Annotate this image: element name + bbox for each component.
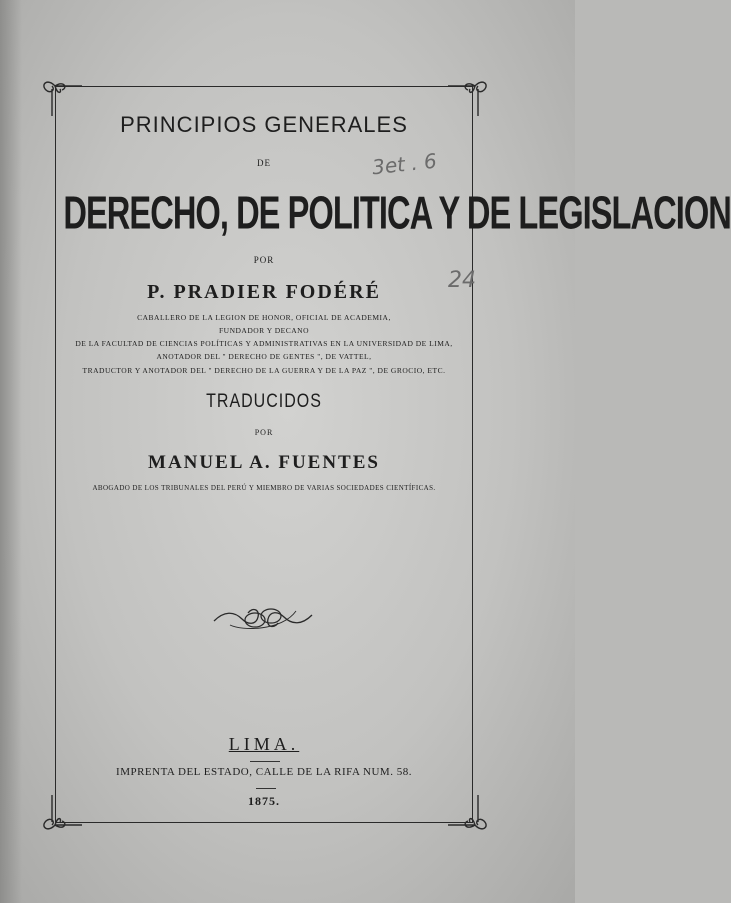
corner-flourish-icon bbox=[448, 72, 492, 116]
publication-year: 1875. bbox=[248, 794, 280, 808]
main-title: DERECHO, DE POLITICA Y DE LEGISLACION bbox=[63, 188, 731, 240]
author-credit-line: ANOTADOR DEL " DERECHO DE GENTES ", DE VATTEL, bbox=[156, 352, 372, 361]
author-credit-line: FUNDADOR Y DECANO bbox=[218, 326, 310, 335]
corner-flourish-icon bbox=[38, 72, 82, 116]
handwritten-number: 24 bbox=[448, 268, 476, 293]
title-connector-de: DE bbox=[257, 158, 271, 168]
author-credit-line: CABALLERO DE LA LEGION DE HONOR, OFICIAL DE ACADEMIA, bbox=[137, 313, 391, 322]
translator-credit: ABOGADO DE LOS TRIBUNALES DEL PERÚ Y MIEMBRO DE VARIAS SOCIEDADES CIENTÍFICAS. bbox=[92, 484, 436, 492]
printer-imprint: IMPRENTA DEL ESTADO, CALLE DE LA RIFA NUM. 58. bbox=[116, 766, 412, 778]
title-line-1: PRINCIPIOS GENERALES bbox=[120, 112, 408, 137]
author-name: P. PRADIER FODÉRÉ bbox=[147, 281, 381, 303]
translated-label: TRADUCIDOS bbox=[206, 391, 322, 412]
translated-by-label: POR bbox=[254, 428, 274, 437]
center-ornament-icon bbox=[212, 603, 314, 633]
page-edge-shadow bbox=[0, 0, 22, 903]
divider bbox=[256, 788, 276, 789]
translator-name: MANUEL A. FUENTES bbox=[148, 452, 380, 473]
by-label: POR bbox=[253, 255, 275, 265]
divider bbox=[250, 761, 280, 762]
author-credit-line: TRADUCTOR Y ANOTADOR DEL " DERECHO DE LA GUERRA Y DE LA PAZ ", DE GROCIO, ETC. bbox=[82, 366, 446, 375]
handwritten-note: 3et . 6 bbox=[370, 148, 438, 180]
city: LIMA. bbox=[228, 734, 300, 754]
author-credit-line: DE LA FACULTAD DE CIENCIAS POLÍTICAS Y ADMINISTRATIVAS EN LA UNIVERSIDAD DE LIMA, bbox=[75, 339, 453, 348]
